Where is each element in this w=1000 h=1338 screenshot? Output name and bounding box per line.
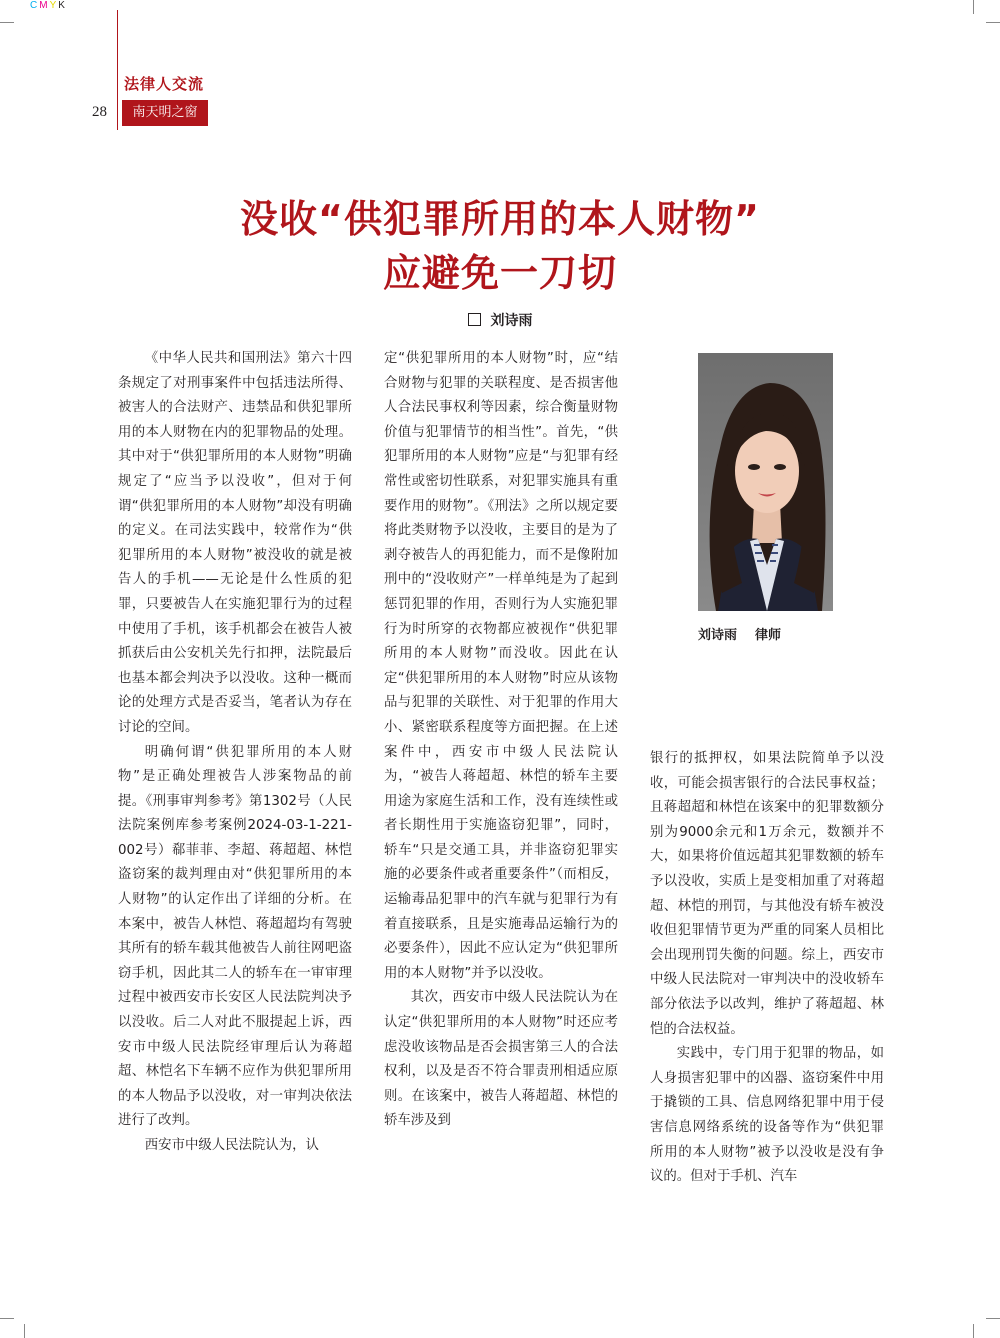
crop-mark-tl-h — [0, 22, 14, 23]
text-column-2 — [384, 347, 618, 1134]
crop-mark-bl-v — [24, 1324, 25, 1338]
crop-mark-br-h — [986, 1318, 1000, 1319]
article-title-line1: 没收“供犯罪所用的本人财物” — [240, 197, 760, 241]
paragraph: 《中华人民共和国刑法》第六十四条规定了对刑事案件中包括违法所得、被害人的合法财产、违禁品和供犯罪所用的本人财物在内的犯罪物品的处理。其中对于“供犯罪所用的本人财物”明确规定了“应当予以没收”，但对于何谓“供犯罪所用的本人财物”却没有明确的定义。在司法实践中，较常作为“供犯罪所用的本人财物”被没收的就是被告人的手机——无论是什么性质的犯罪，只要被告人在实施犯罪行为的过程中使用了手机，该手机都会在被告人被抓获后由公安机关先行扣押，法院最后也基本都会判决予以没收。这种一概而论的处理方式是否妥当，笔者认为存在讨论的空间。 — [118, 351, 352, 735]
paragraph: 其次，西安市中级人民法院认为在认定“供犯罪所用的本人财物”时还应考虑没收该物品是否会损害第三人的合法权利，以及是否不符合罪责刑相适应原则。在该案中，被告人蒋超超、林恺的轿车涉及到 — [384, 990, 618, 1129]
paragraph: 定“供犯罪所用的本人财物”时，应“结合财物与犯罪的关联程度、是否损害他人合法民事权利等因素，综合衡量财物价值与犯罪情节的相当性”。首先，“供犯罪所用的本人财物”应是“与犯罪有经常性或密切性联系，对犯罪实施具有重要作用的财物”。《刑法》之所以规定要将此类财物予以没收，主要目的是为了剥夺被告人的再犯能力，而不是像附加刑中的“没收财产”一样单纯是为了起到惩罚犯罪的作用，否则行为人实施犯罪行为时所穿的衣物都应被视作“供犯罪所用的本人财物”而没收。因此在认定“供犯罪所用的本人财物”时应从该物品与犯罪的关联性、对于犯罪的作用大小、紧密联系程度等方面把握。在上述案件中，西安市中级人民法院认为，“被告人蒋超超、林恺的轿车主要用途为家庭生活和工作，没有连续性或者长期性用于实施盗窃犯罪”，同时，轿车“只是交通工具，并非盗窃犯罪实施的必要条件或者重要条件”（而相反，运输毒品犯罪中的汽车就与犯罪行为有着直接联系，且是实施毒品运输行为的必要条件），因此不应认定为“供犯罪所用的本人财物”并予以没收。 — [384, 351, 618, 981]
column-name-badge: 南天明之窗 — [122, 100, 208, 126]
cmyk-m: M — [39, 0, 50, 11]
author-photo — [698, 353, 833, 611]
paragraph: 明确何谓“供犯罪所用的本人财物”是正确处理被告人涉案物品的前提。《刑事审判参考》第1302号（人民法院案例库参考案例2024-03-1-221-002号）郗菲菲、李超、蒋超超、林恺盗窃案的裁判理由对“供犯罪所用的本人财物”的认定作出了详细的分析。在本案中，被告人林恺、蒋超超均有驾驶其所有的轿车载其他被告人前往网吧盗窃手机，因此其二人的轿车在一审审理过程中被西安市长安区人民法院判决予以没收。后二人对此不服提起上诉，西安市中级人民法院经审理后认为蒋超超、林恺名下车辆不应作为供犯罪所用的本人物品予以没收，对一审判决依法进行了改判。 — [118, 744, 352, 1129]
section-title: 法律人交流 — [124, 75, 205, 93]
caption-name: 刘诗雨 — [698, 628, 738, 643]
author-byline — [0, 310, 1000, 330]
text-column-3 — [650, 747, 884, 1190]
header-rule — [117, 10, 118, 130]
cmyk-color-bar — [30, 0, 67, 11]
square-bullet-icon — [468, 313, 481, 326]
crop-mark-bl-h — [0, 1318, 14, 1319]
crop-mark-tr-v — [973, 0, 974, 14]
cmyk-y: Y — [49, 0, 59, 11]
photo-caption — [698, 624, 833, 643]
author-name: 刘诗雨 — [490, 313, 533, 329]
page-number: 28 — [92, 104, 107, 120]
crop-mark-br-v — [973, 1324, 974, 1338]
crop-mark-tr-h — [986, 22, 1000, 23]
paragraph: 西安市中级人民法院认为，认 — [144, 1138, 319, 1153]
cmyk-k: K — [58, 0, 67, 11]
article-title-line2: 应避免一刀切 — [382, 251, 617, 295]
caption-role: 律师 — [755, 628, 782, 643]
paragraph: 银行的抵押权，如果法院简单予以没收，可能会损害银行的合法民事权益；且蒋超超和林恺在该案中的犯罪数额分别为9000余元和1万余元，数额并不大，如果将价值远超其犯罪数额的轿车予以没收，实质上是变相加重了对蒋超超、林恺的刑罚，与其他没有轿车被没收但犯罪情节更为严重的同案人员相比会出现刑罚失衡的问题。综上，西安市中级人民法院对一审判决中的没收轿车部分依法予以改判，维护了蒋超超、林恺的合法权益。 — [650, 751, 884, 1037]
text-column-1 — [118, 347, 352, 1159]
paragraph: 实践中，专门用于犯罪的物品，如人身损害犯罪中的凶器、盗窃案件中用于撬锁的工具、信息网络犯罪中用于侵害信息网络系统的设备等作为“供犯罪所用的本人财物”被予以没收是没有争议的。但对于手机、汽车 — [650, 1046, 884, 1185]
cmyk-c: C — [30, 0, 40, 11]
